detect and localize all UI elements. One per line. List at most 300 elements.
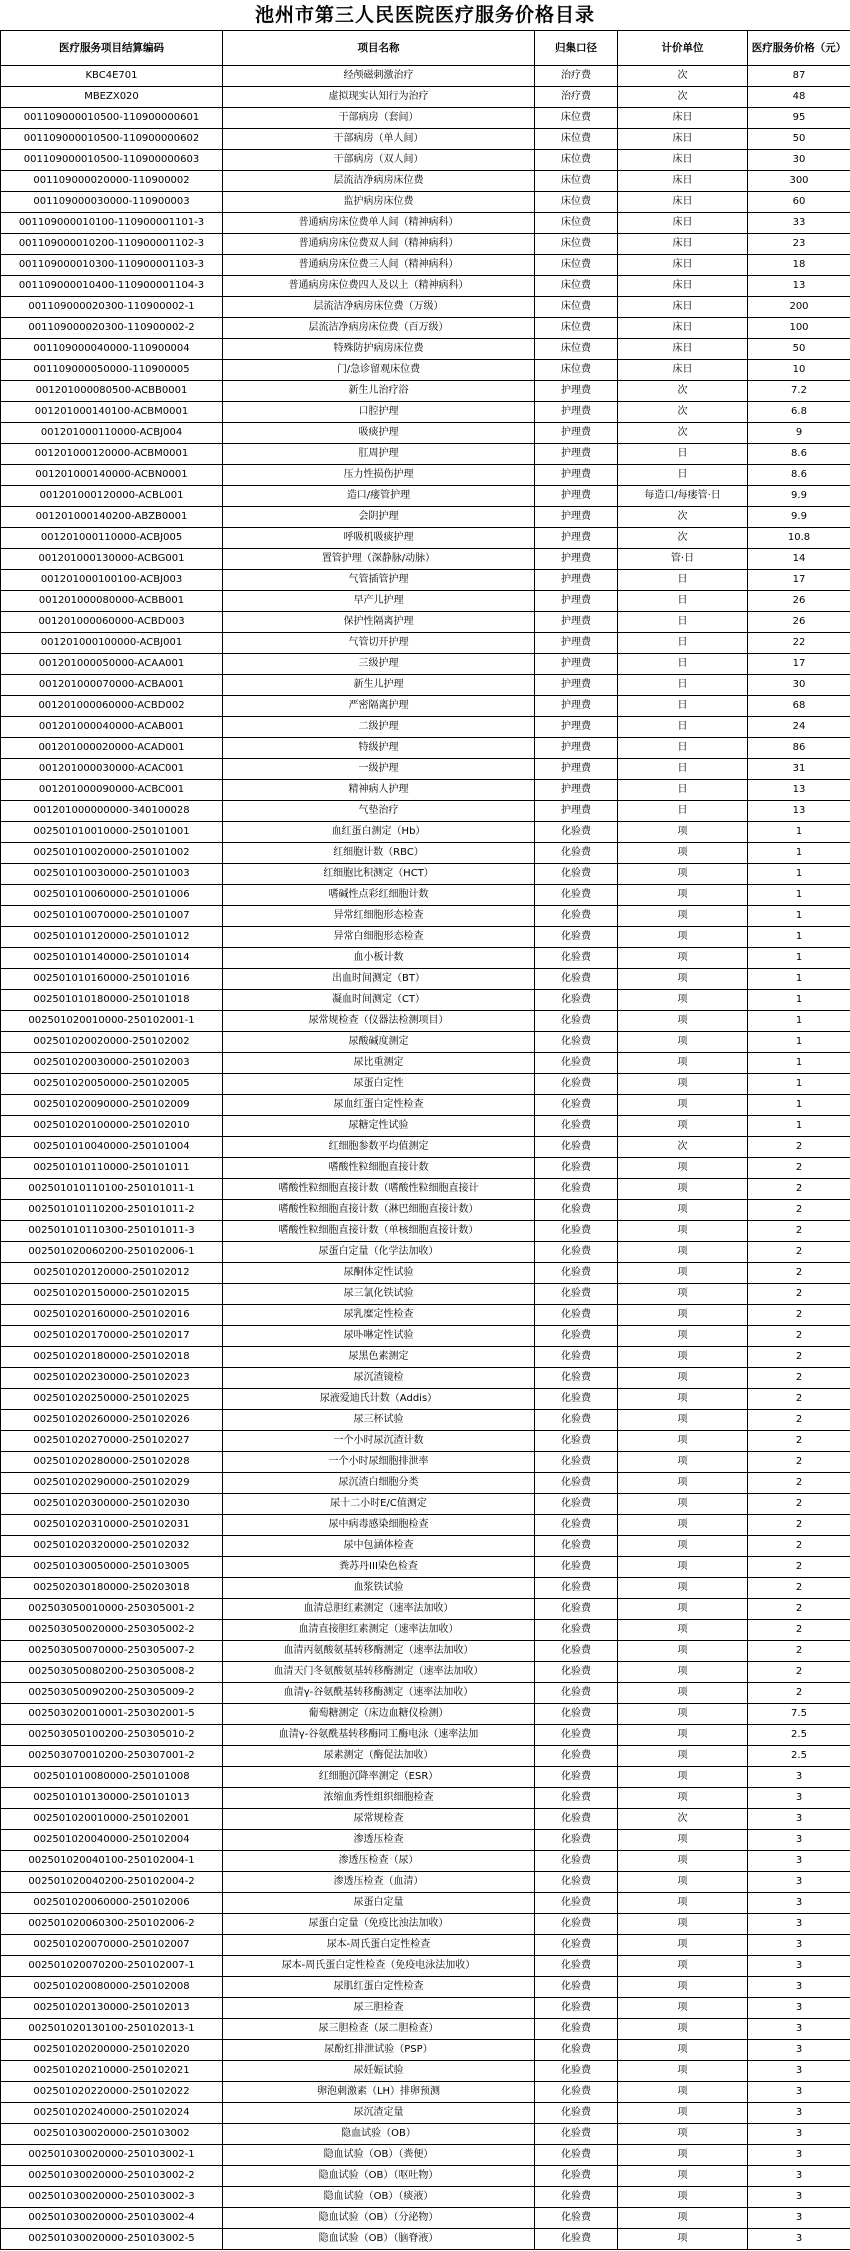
cell-category: 床位费 <box>535 150 618 171</box>
cell-category: 化验费 <box>535 864 618 885</box>
cell-price: 3 <box>748 1998 850 2019</box>
cell-category: 化验费 <box>535 1557 618 1578</box>
cell-price: 3 <box>748 1893 850 1914</box>
cell-code: 002501010110200-250101011-2 <box>1 1200 223 1221</box>
cell-unit: 床日 <box>618 318 748 339</box>
cell-price: 17 <box>748 654 850 675</box>
cell-item-name: 葡萄糖测定（床边血糖仪检测） <box>223 1704 535 1725</box>
table-row <box>1 1179 850 1200</box>
cell-code: 002503020010001-250302001-5 <box>1 1704 223 1725</box>
cell-unit: 项 <box>618 2082 748 2103</box>
table-row <box>1 507 850 528</box>
cell-item-name: 尿酸碱度测定 <box>223 1032 535 1053</box>
table-row <box>1 2124 850 2145</box>
cell-code: 001109000010300-110900001103-3 <box>1 255 223 276</box>
cell-code: 002501010140000-250101014 <box>1 948 223 969</box>
cell-price: 3 <box>748 1851 850 1872</box>
cell-item-name: 层流洁净病房床位费（万级） <box>223 297 535 318</box>
cell-code: 002501020170000-250102017 <box>1 1326 223 1347</box>
table-row <box>1 1725 850 1746</box>
table-row <box>1 486 850 507</box>
table-row <box>1 612 850 633</box>
cell-price: 3 <box>748 2229 850 2250</box>
cell-category: 化验费 <box>535 2187 618 2208</box>
cell-category: 化验费 <box>535 1011 618 1032</box>
cell-category: 化验费 <box>535 1851 618 1872</box>
cell-unit: 项 <box>618 969 748 990</box>
cell-code: 001109000030000-110900003 <box>1 192 223 213</box>
cell-code: 002501010180000-250101018 <box>1 990 223 1011</box>
cell-item-name: 尿酮体定性试验 <box>223 1263 535 1284</box>
cell-code: 002503070010200-250307001-2 <box>1 1746 223 1767</box>
table-row <box>1 1578 850 1599</box>
cell-item-name: 普通病房床位费单人间（精神病科） <box>223 213 535 234</box>
table-row <box>1 1263 850 1284</box>
cell-unit: 项 <box>618 843 748 864</box>
cell-category: 化验费 <box>535 885 618 906</box>
cell-price: 2 <box>748 1599 850 1620</box>
cell-price: 1 <box>748 1011 850 1032</box>
cell-category: 化验费 <box>535 1137 618 1158</box>
table-row <box>1 990 850 1011</box>
cell-unit: 次 <box>618 1809 748 1830</box>
cell-price: 2 <box>748 1620 850 1641</box>
cell-price: 1 <box>748 969 850 990</box>
table-row <box>1 1032 850 1053</box>
cell-category: 化验费 <box>535 990 618 1011</box>
cell-unit: 床日 <box>618 213 748 234</box>
cell-item-name: 造口/瘘管护理 <box>223 486 535 507</box>
cell-unit: 床日 <box>618 150 748 171</box>
cell-item-name: 粪苏丹III染色检查 <box>223 1557 535 1578</box>
cell-price: 1 <box>748 1074 850 1095</box>
cell-unit: 每造口/每瘘管·日 <box>618 486 748 507</box>
table-row <box>1 213 850 234</box>
cell-unit: 项 <box>618 1767 748 1788</box>
cell-price: 2 <box>748 1662 850 1683</box>
cell-category: 化验费 <box>535 2124 618 2145</box>
cell-code: 002501020130000-250102013 <box>1 1998 223 2019</box>
cell-unit: 日 <box>618 738 748 759</box>
cell-category: 化验费 <box>535 2040 618 2061</box>
cell-price: 3 <box>748 2166 850 2187</box>
cell-price: 1 <box>748 948 850 969</box>
cell-price: 95 <box>748 108 850 129</box>
cell-unit: 日 <box>618 696 748 717</box>
table-row <box>1 1935 850 1956</box>
table-row <box>1 2187 850 2208</box>
table-row <box>1 948 850 969</box>
cell-category: 化验费 <box>535 1221 618 1242</box>
table-row <box>1 633 850 654</box>
cell-code: 002501020020000-250102002 <box>1 1032 223 1053</box>
cell-category: 化验费 <box>535 1179 618 1200</box>
cell-code: 002501010060000-250101006 <box>1 885 223 906</box>
table-row <box>1 717 850 738</box>
cell-code: 001109000010100-110900001101-3 <box>1 213 223 234</box>
cell-code: 002501020160000-250102016 <box>1 1305 223 1326</box>
cell-code: 001201000140000-ACBN0001 <box>1 465 223 486</box>
cell-category: 化验费 <box>535 1914 618 1935</box>
table-row <box>1 192 850 213</box>
cell-item-name: 干部病房（双人间） <box>223 150 535 171</box>
cell-unit: 项 <box>618 1851 748 1872</box>
cell-unit: 项 <box>618 1095 748 1116</box>
cell-unit: 项 <box>618 1116 748 1137</box>
cell-item-name: 渗透压检查（尿） <box>223 1851 535 1872</box>
cell-category: 床位费 <box>535 234 618 255</box>
table-row <box>1 2145 850 2166</box>
cell-unit: 项 <box>618 1662 748 1683</box>
table-row <box>1 1998 850 2019</box>
cell-category: 护理费 <box>535 402 618 423</box>
cell-item-name: 红细胞沉降率测定（ESR） <box>223 1767 535 1788</box>
cell-category: 化验费 <box>535 1305 618 1326</box>
cell-code: 002501020290000-250102029 <box>1 1473 223 1494</box>
cell-price: 3 <box>748 2061 850 2082</box>
cell-category: 化验费 <box>535 1515 618 1536</box>
cell-item-name: 普通病房床位费双人间（精神病科） <box>223 234 535 255</box>
table-row <box>1 1599 850 1620</box>
cell-unit: 项 <box>618 1221 748 1242</box>
cell-code: 001201000110000-ACBJ005 <box>1 528 223 549</box>
table-row <box>1 2208 850 2229</box>
cell-category: 护理费 <box>535 654 618 675</box>
cell-item-name: 气垫治疗 <box>223 801 535 822</box>
cell-price: 1 <box>748 1116 850 1137</box>
table-row <box>1 1893 850 1914</box>
cell-code: MBEZX020 <box>1 87 223 108</box>
cell-category: 护理费 <box>535 612 618 633</box>
cell-code: 001201000080000-ACBB001 <box>1 591 223 612</box>
cell-item-name: 新生儿护理 <box>223 675 535 696</box>
cell-unit: 项 <box>618 1011 748 1032</box>
cell-category: 化验费 <box>535 2082 618 2103</box>
cell-code: 002501020220000-250102022 <box>1 2082 223 2103</box>
table-row <box>1 654 850 675</box>
cell-item-name: 隐血试验（OB）（脑脊液） <box>223 2229 535 2250</box>
cell-price: 23 <box>748 234 850 255</box>
cell-unit: 日 <box>618 444 748 465</box>
table-row <box>1 1368 850 1389</box>
cell-code: 001201000020000-ACAD001 <box>1 738 223 759</box>
cell-price: 13 <box>748 801 850 822</box>
cell-item-name: 压力性损伤护理 <box>223 465 535 486</box>
cell-code: 002501010110300-250101011-3 <box>1 1221 223 1242</box>
cell-item-name: 血小板计数 <box>223 948 535 969</box>
cell-unit: 日 <box>618 759 748 780</box>
cell-category: 化验费 <box>535 1389 618 1410</box>
cell-code: 002501010120000-250101012 <box>1 927 223 948</box>
cell-price: 2 <box>748 1242 850 1263</box>
cell-item-name: 尿素测定（酶促法加收） <box>223 1746 535 1767</box>
cell-category: 床位费 <box>535 339 618 360</box>
cell-category: 化验费 <box>535 1074 618 1095</box>
table-row <box>1 1347 850 1368</box>
cell-unit: 床日 <box>618 129 748 150</box>
cell-item-name: 尿蛋白定量（化学法加收） <box>223 1242 535 1263</box>
cell-price: 26 <box>748 591 850 612</box>
table-row <box>1 2082 850 2103</box>
table-row <box>1 1137 850 1158</box>
cell-item-name: 尿肌红蛋白定性检查 <box>223 1977 535 1998</box>
cell-code: 002501020070000-250102007 <box>1 1935 223 1956</box>
table-row <box>1 2040 850 2061</box>
cell-code: 002501010130000-250101013 <box>1 1788 223 1809</box>
table-row <box>1 402 850 423</box>
cell-item-name: 特殊防护病房床位费 <box>223 339 535 360</box>
cell-code: 002501030020000-250103002-5 <box>1 2229 223 2250</box>
cell-category: 护理费 <box>535 444 618 465</box>
cell-category: 护理费 <box>535 507 618 528</box>
cell-unit: 项 <box>618 1557 748 1578</box>
cell-code: 001201000060000-ACBD002 <box>1 696 223 717</box>
cell-category: 床位费 <box>535 171 618 192</box>
table-row <box>1 66 850 87</box>
cell-item-name: 红细胞比积测定（HCT） <box>223 864 535 885</box>
table-row <box>1 1767 850 1788</box>
cell-item-name: 嗜酸性粒细胞直接计数（单核细胞直接计数） <box>223 1221 535 1242</box>
cell-category: 护理费 <box>535 381 618 402</box>
table-row <box>1 1326 850 1347</box>
cell-price: 3 <box>748 2103 850 2124</box>
cell-item-name: 口腔护理 <box>223 402 535 423</box>
table-row <box>1 822 850 843</box>
cell-price: 1 <box>748 1095 850 1116</box>
table-row <box>1 1788 850 1809</box>
cell-price: 1 <box>748 843 850 864</box>
cell-item-name: 血红蛋白测定（Hb） <box>223 822 535 843</box>
cell-category: 化验费 <box>535 1872 618 1893</box>
cell-price: 3 <box>748 2187 850 2208</box>
cell-price: 14 <box>748 549 850 570</box>
cell-unit: 项 <box>618 1641 748 1662</box>
table-row <box>1 528 850 549</box>
cell-item-name: 凝血时间测定（CT） <box>223 990 535 1011</box>
cell-unit: 项 <box>618 948 748 969</box>
cell-price: 33 <box>748 213 850 234</box>
cell-category: 化验费 <box>535 1242 618 1263</box>
cell-code: 001109000010500-110900000601 <box>1 108 223 129</box>
cell-code: 002501020270000-250102027 <box>1 1431 223 1452</box>
cell-code: 001109000010500-110900000602 <box>1 129 223 150</box>
cell-item-name: 尿中病毒感染细胞检查 <box>223 1515 535 1536</box>
cell-unit: 床日 <box>618 108 748 129</box>
table-row <box>1 1200 850 1221</box>
cell-price: 2 <box>748 1557 850 1578</box>
cell-price: 7.2 <box>748 381 850 402</box>
cell-price: 1 <box>748 1053 850 1074</box>
cell-unit: 项 <box>618 1893 748 1914</box>
cell-category: 化验费 <box>535 1998 618 2019</box>
cell-price: 68 <box>748 696 850 717</box>
table-row <box>1 1074 850 1095</box>
cell-unit: 日 <box>618 570 748 591</box>
table-row <box>1 234 850 255</box>
cell-price: 3 <box>748 1788 850 1809</box>
cell-item-name: 尿比重测定 <box>223 1053 535 1074</box>
table-row <box>1 843 850 864</box>
cell-unit: 项 <box>618 2124 748 2145</box>
cell-unit: 项 <box>618 1242 748 1263</box>
cell-unit: 项 <box>618 2103 748 2124</box>
cell-item-name: 隐血试验（OB）（粪便） <box>223 2145 535 2166</box>
cell-item-name: 血清γ-谷氨酰基转移酶同工酶电泳（速率法加 <box>223 1725 535 1746</box>
cell-category: 化验费 <box>535 1956 618 1977</box>
table-row <box>1 1746 850 1767</box>
cell-item-name: 血清直接胆红素测定（速率法加收） <box>223 1620 535 1641</box>
cell-unit: 次 <box>618 1137 748 1158</box>
table-row <box>1 927 850 948</box>
cell-code: 002501020280000-250102028 <box>1 1452 223 1473</box>
cell-item-name: 嗜酸性粒细胞直接计数 <box>223 1158 535 1179</box>
cell-category: 化验费 <box>535 1809 618 1830</box>
cell-unit: 项 <box>618 1536 748 1557</box>
cell-price: 300 <box>748 171 850 192</box>
cell-unit: 项 <box>618 1431 748 1452</box>
cell-category: 化验费 <box>535 906 618 927</box>
cell-unit: 项 <box>618 2166 748 2187</box>
cell-price: 3 <box>748 1830 850 1851</box>
cell-price: 13 <box>748 276 850 297</box>
cell-unit: 项 <box>618 2229 748 2250</box>
cell-price: 2 <box>748 1200 850 1221</box>
table-row <box>1 297 850 318</box>
cell-unit: 项 <box>618 906 748 927</box>
cell-category: 化验费 <box>535 2229 618 2250</box>
cell-price: 26 <box>748 612 850 633</box>
table-row <box>1 1473 850 1494</box>
cell-price: 8.6 <box>748 444 850 465</box>
cell-item-name: 门/急诊留观床位费 <box>223 360 535 381</box>
cell-item-name: 普通病房床位费三人间（精神病科） <box>223 255 535 276</box>
cell-code: 001109000010200-110900001102-3 <box>1 234 223 255</box>
cell-category: 化验费 <box>535 822 618 843</box>
cell-category: 护理费 <box>535 423 618 444</box>
cell-unit: 项 <box>618 990 748 1011</box>
cell-item-name: 隐血试验（OB）（呕吐物） <box>223 2166 535 2187</box>
cell-unit: 项 <box>618 822 748 843</box>
cell-unit: 项 <box>618 1305 748 1326</box>
cell-price: 2 <box>748 1473 850 1494</box>
header-category: 归集口径 <box>535 31 618 66</box>
cell-code: 002501010030000-250101003 <box>1 864 223 885</box>
cell-item-name: 尿酚红排泄试验（PSP） <box>223 2040 535 2061</box>
cell-price: 3 <box>748 2019 850 2040</box>
cell-item-name: 渗透压检查（血清） <box>223 1872 535 1893</box>
cell-unit: 项 <box>618 1200 748 1221</box>
cell-item-name: 尿蛋白定量 <box>223 1893 535 1914</box>
table-row <box>1 864 850 885</box>
cell-unit: 项 <box>618 1788 748 1809</box>
cell-price: 3 <box>748 2124 850 2145</box>
cell-code: 001201000090000-ACBC001 <box>1 780 223 801</box>
cell-item-name: 置管护理（深静脉/动脉） <box>223 549 535 570</box>
table-row <box>1 1158 850 1179</box>
cell-item-name: 三级护理 <box>223 654 535 675</box>
table-row <box>1 591 850 612</box>
cell-category: 化验费 <box>535 1452 618 1473</box>
cell-category: 护理费 <box>535 801 618 822</box>
cell-code: 002501020060200-250102006-1 <box>1 1242 223 1263</box>
cell-item-name: 尿中包涵体检查 <box>223 1536 535 1557</box>
cell-category: 床位费 <box>535 108 618 129</box>
cell-unit: 项 <box>618 1515 748 1536</box>
cell-category: 化验费 <box>535 1263 618 1284</box>
cell-category: 治疗费 <box>535 87 618 108</box>
cell-unit: 日 <box>618 801 748 822</box>
cell-item-name: 尿本-周氏蛋白定性检查 <box>223 1935 535 1956</box>
cell-unit: 项 <box>618 2040 748 2061</box>
cell-category: 护理费 <box>535 738 618 759</box>
cell-price: 1 <box>748 990 850 1011</box>
cell-category: 化验费 <box>535 2103 618 2124</box>
cell-item-name: 尿液爱迪氏计数（Addis） <box>223 1389 535 1410</box>
cell-price: 1 <box>748 822 850 843</box>
table-row <box>1 423 850 444</box>
cell-code: KBC4E701 <box>1 66 223 87</box>
cell-item-name: 血浆铁试验 <box>223 1578 535 1599</box>
table-row <box>1 1410 850 1431</box>
cell-price: 2 <box>748 1515 850 1536</box>
cell-price: 3 <box>748 1956 850 1977</box>
table-row <box>1 1809 850 1830</box>
cell-unit: 项 <box>618 1158 748 1179</box>
cell-category: 化验费 <box>535 1410 618 1431</box>
cell-unit: 项 <box>618 1032 748 1053</box>
cell-price: 2 <box>748 1347 850 1368</box>
cell-code: 002501020010000-250102001 <box>1 1809 223 1830</box>
cell-item-name: 尿妊娠试验 <box>223 2061 535 2082</box>
table-row <box>1 2019 850 2040</box>
cell-unit: 项 <box>618 2208 748 2229</box>
cell-unit: 项 <box>618 2061 748 2082</box>
cell-code: 002501030020000-250103002-2 <box>1 2166 223 2187</box>
cell-category: 化验费 <box>535 1347 618 1368</box>
cell-item-name: 尿本-周氏蛋白定性检查（免疫电泳法加收） <box>223 1956 535 1977</box>
cell-category: 化验费 <box>535 1326 618 1347</box>
cell-price: 31 <box>748 759 850 780</box>
cell-price: 2 <box>748 1536 850 1557</box>
cell-item-name: 尿黑色素测定 <box>223 1347 535 1368</box>
cell-unit: 项 <box>618 1473 748 1494</box>
table-row <box>1 1053 850 1074</box>
cell-price: 9.9 <box>748 507 850 528</box>
cell-price: 10.8 <box>748 528 850 549</box>
table-row <box>1 969 850 990</box>
cell-category: 护理费 <box>535 591 618 612</box>
cell-unit: 床日 <box>618 276 748 297</box>
cell-item-name: 保护性隔离护理 <box>223 612 535 633</box>
cell-category: 化验费 <box>535 927 618 948</box>
cell-item-name: 嗜碱性点彩红细胞计数 <box>223 885 535 906</box>
cell-unit: 项 <box>618 1326 748 1347</box>
cell-category: 化验费 <box>535 1893 618 1914</box>
cell-price: 3 <box>748 1767 850 1788</box>
table-row <box>1 2166 850 2187</box>
table-row <box>1 1977 850 1998</box>
cell-unit: 项 <box>618 1725 748 1746</box>
cell-code: 002503050080200-250305008-2 <box>1 1662 223 1683</box>
cell-item-name: 尿三氯化铁试验 <box>223 1284 535 1305</box>
table-row <box>1 1431 850 1452</box>
cell-unit: 次 <box>618 423 748 444</box>
cell-price: 2 <box>748 1284 850 1305</box>
table-row <box>1 255 850 276</box>
table-row <box>1 339 850 360</box>
table-row <box>1 1872 850 1893</box>
cell-item-name: 层流洁净病房床位费 <box>223 171 535 192</box>
